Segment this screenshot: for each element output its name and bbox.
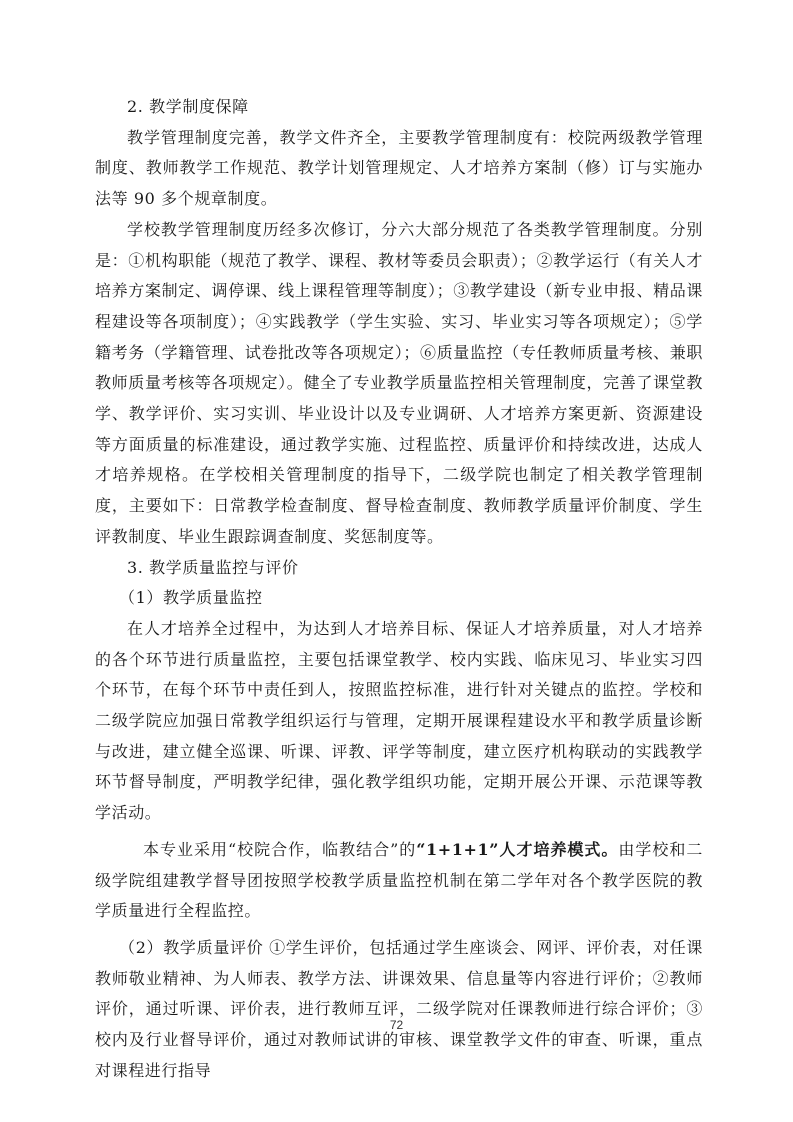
training-model-bold: “1+1+1”人才培养模式。 [416,839,619,859]
subheading-quality-monitoring: （1）教学质量监控 [119,588,263,608]
training-model-intro: 本专业采用“校院合作，临教结合”的 [143,839,417,859]
paragraph-system-revision: 学校教学管理制度历经多次修订，分六大部分规范了各类教学管理制度。分别是：①机构职能（规范了教学、课程、教材等委员会职责）；②教学运行（有关人才培养方案制定、调停课、线上课程管理等制度）；③教学建设（新专业申报、精品课程建设等各项制度）；④实践教学（学生实验、实习、毕业实习等各项规定）；⑤学籍考务（学籍管理、试卷批改等各项规定）；⑥质量监控（专任教师质量考核、兼职教师质量考核等各项规定）。健全了专业教学质量监控相关管理制度，完善了课堂教学、教学评价、实习实训、毕业设计以及专业调研、人才培养方案更新、资源建设等方面质量的标准建设，通过教学实施、过程监控、质量评价和持续改进，达成人才培养规格。在学校相关管理制度的指导下，二级学院也制定了相关教学管理制度，主要如下：日常教学检查制度、督导检查制度、教师教学质量评价制度、学生评教制度、毕业生跟踪调查制度、奖惩制度等。 [95,219,703,546]
page-content [95,92,703,1087]
training-model-detail: 由学校和二级学院组建教学督导团按照学校教学质量监控机制在第二学年对各个教学医院的教学质量进行全程监控。 [95,839,703,921]
paragraph-management-system: 教学管理制度完善，教学文件齐全，主要教学管理制度有：校院两级教学管理制度、教师教学工作规范、教学计划管理规定、人才培养方案制（修）订与实施办法等 90 多个规章制度。 [95,127,703,209]
section-heading-teaching-system: 2. 教学制度保障 [127,97,249,116]
paragraph-training-model [95,835,703,927]
section-heading-quality-monitoring: 3. 教学质量监控与评价 [127,557,299,577]
page-number: 72 [389,1018,404,1032]
quality-evaluation-text: ①学生评价，包括通过学生座谈会、网评、评价表，对任课教师敬业精神、为人师表、教学方法、讲课效果、信息量等内容进行评价；②教师评价，通过听课、评价表，进行教师互评，二级学院对任课教师进行综合评价；③校内及行业督导评价，通过对教师试讲的审核、课堂教学文件的审查、听课，重点对课程进行指导 [95,937,703,1080]
subheading-quality-evaluation: （2）教学质量评价 [119,937,264,957]
paragraph-quality-monitoring: 在人才培养全过程中，为达到人才培养目标、保证人才培养质量，对人才培养的各个环节进行质量监控，主要包括课堂教学、校内实践、临床见习、毕业实习四个环节，在每个环节中责任到人，按照监控标准，进行针对关键点的监控。学校和二级学院应加强日常教学组织运行与管理，定期开展课程建设水平和教学质量诊断与改进，建立健全巡课、听课、评教、评学等制度，建立医疗机构联动的实践教学环节督导制度，严明教学纪律，强化教学组织功能，定期开展公开课、示范课等教学活动。 [95,618,703,823]
paragraph-quality-evaluation [95,933,703,1087]
